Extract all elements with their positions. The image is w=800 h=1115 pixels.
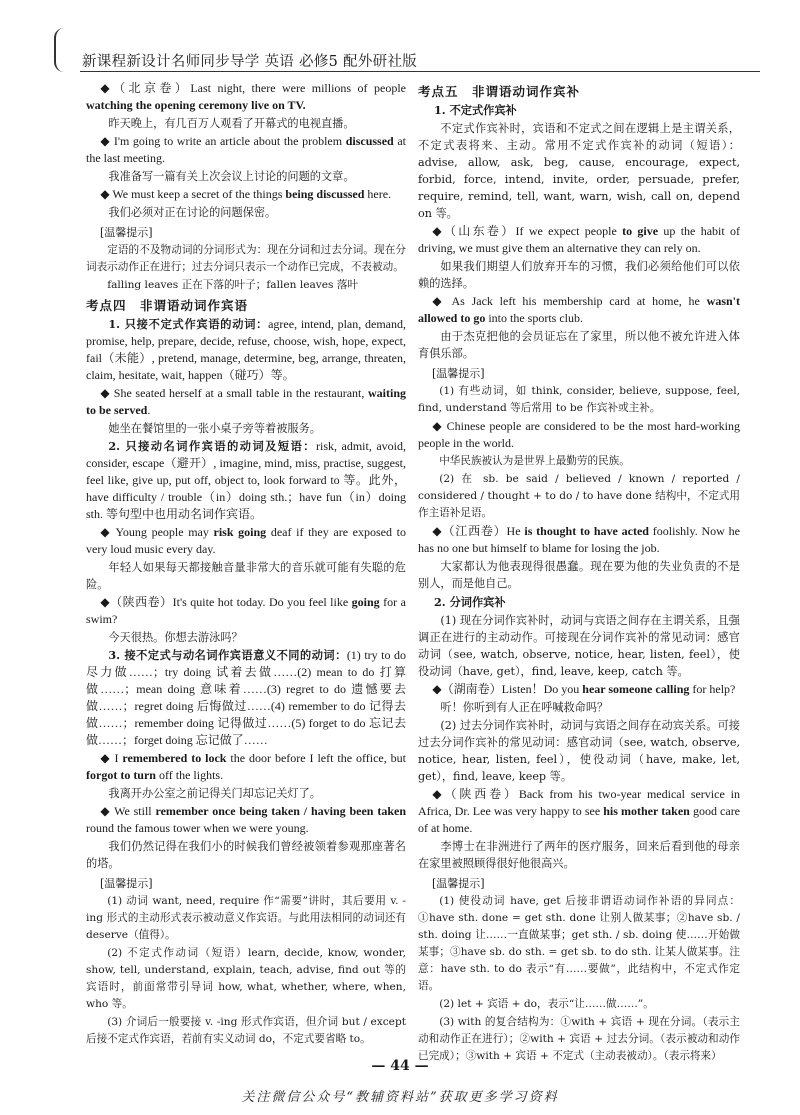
tip-text: falling leaves 正在下落的叶子；fallen leaves 落叶 <box>107 279 359 291</box>
subsection-heading: 2. 分词作宾补 <box>434 595 506 609</box>
header-bracket <box>54 28 68 72</box>
example-sentence: ◆（北京卷）Last night, there were millions of people watching the opening ceremony live on TV. <box>86 81 406 112</box>
tip-label: [温馨提示] <box>100 226 153 239</box>
tip-text: 中华民族被认为是世界上最勤劳的民族。 <box>439 455 630 467</box>
example-translation: 我们必须对正在讨论的问题保密。 <box>108 206 277 219</box>
left-column <box>86 80 406 1049</box>
tip-label: [温馨提示] <box>432 877 485 890</box>
tip-text: (2) 在 sb. be said / believed / known / reported / considered / thought + to do / to have done 结构中，不定式用作主语补足语。 <box>418 473 740 519</box>
example-translation: 由于杰克把他的会员证忘在了家里，所以他不被允许进入体育俱乐部。 <box>418 330 740 360</box>
tip-text: (1) 动词 want, need, require 作“需要”讲时，其后要用 v. -ing 形式的主动形式表示被动意义作宾语。与此用法相同的动词还有 deserve（值得）。 <box>86 895 406 941</box>
example-sentence: ◆（山东卷）If we expect people to give up the habit of driving, we must give them an alternative they can rely on. <box>418 224 741 255</box>
rule-text: 不定式作宾补时，宾语和不定式之间在逻辑上是主谓关系，不定式表将来、主动。常用不定式作宾补的动词（短语）：advise, allow, ask, beg, cause, encourage, expect, forbid, force, intend, invite, order, persuade, prefer, require, remind, tell, want, warn, wish, call on, depend on 等。 <box>418 122 740 220</box>
example-sentence: ◆ We must keep a secret of the things being discussed here. <box>100 187 392 201</box>
example-translation: 如果我们期望人们放弃开车的习惯，我们必须给他们可以依赖的选择。 <box>418 260 740 290</box>
example-sentence: ◆ As Jack left his membership card at home, he wasn't allowed to go into the sports club. <box>418 294 740 325</box>
example-translation: 她坐在餐馆里的一张小桌子旁等着被服务。 <box>108 422 321 435</box>
rule-text: (2) 过去分词作宾补时，动词与宾语之间存在动宾关系。可接过去分词作宾补的常见动词：感官动词（see, watch, observe, notice, hear, listen, feel），使役动词（have, make, let, get），find, leave, keep 等。 <box>418 719 740 783</box>
tip-text: (1) 有些动词，如 think, consider, believe, suppose, feel, find, understand 等后常用 to be 作宾补或主补。 <box>418 385 740 414</box>
tip-label: [温馨提示] <box>432 367 485 380</box>
section-heading: 考点四 非谓语动词作宾语 <box>86 298 249 313</box>
tip-text: (1) 使役动词 have, get 后接非谓语动词作补语的异同点：①have sth. done = get sth. done 让别人做某事；②have sb. / sth. doing 让……一直做某事；get sth. / sb. doing 使……开始做某事；③have sb. do sth. = get sb. to do sth. 让某人做某事。注意：have sth. to do 表示“有……要做”，此结构中，不定式作定语。 <box>418 895 740 992</box>
example-sentence: ◆ We still remember once being taken / having been taken round the famous tower when we were young. <box>86 804 406 835</box>
example-sentence: ◆（江西卷）He is thought to have acted foolishly. Now he has no one but himself to blame for losing the job. <box>418 524 740 555</box>
example-translation: 昨天晚上，有几百万人观看了开幕式的电视直播。 <box>108 117 355 130</box>
example-sentence: ◆（陕西卷）It's quite hot today. Do you feel like going for a swim? <box>86 595 406 626</box>
example-sentence: ◆ Young people may risk going deaf if they are exposed to very loud music every day. <box>86 525 406 556</box>
example-translation: 大家都认为他表现得很愚蠢。现在要为他的失业负责的不是别人，而是他自己。 <box>418 560 740 590</box>
rule-text: 1. 只接不定式作宾语的动词：agree, intend, plan, demand, promise, help, prepare, decide, refuse, choose, wish, hope, expect, fail（未能）, pretend, manage, determine, beg, arrange, threaten, claim, hesitate, wait, happen（碰巧）等。 <box>86 317 406 382</box>
tip-text: (3) with 的复合结构为：①with + 宾语 + 现在分词。（表示主动和动作正在进行）；②with + 宾语 + 过去分词。（表示被动和动作已完成）；③with + 宾语 + 不定式（主动表被动）。（表示将来） <box>418 1016 740 1062</box>
section-heading: 考点五 非谓语动词作宾补 <box>418 84 581 99</box>
example-sentence: ◆ I'm going to write an article about the problem discussed at the last meeting. <box>86 134 406 165</box>
example-sentence: ◆（湖南卷）Listen！Do you hear someone calling for help? <box>432 682 736 696</box>
tip-text: 定语的不及物动词的分词形式为：现在分词和过去分词。现在分词表示动作正在进行；过去分词只表示一个动作已完成，不表被动。 <box>86 244 406 273</box>
tip-text: (2) let + 宾语 + do，表示“让……做……”。 <box>439 998 654 1010</box>
example-translation: 听！你听到有人正在呼喊救命吗？ <box>440 701 609 714</box>
page-number: — 44 — <box>371 1058 429 1074</box>
tip-text: (3) 介词后一般要接 v. -ing 形式作宾语，但介词 but / except 后接不定式作宾语，若前有实义动词 do，不定式要省略 to。 <box>86 1016 406 1045</box>
example-translation: 我们仍然记得在我们小的时候我们曾经被领着参观那座著名的塔。 <box>86 840 406 870</box>
example-translation: 今天很热。你想去游泳吗？ <box>108 631 243 644</box>
tip-text: (2) 不定式作动词（短语）learn, decide, know, wonder, show, tell, understand, explain, teach, advise, find out 等的宾语时，前面常带引导词 how, what, whether, where, when, who 等。 <box>86 947 406 1010</box>
example-translation: 我离开办公室之前记得关门却忘记关灯了。 <box>108 787 321 800</box>
example-translation: 我准备写一篇有关上次会议上讨论的问题的文章。 <box>108 170 355 183</box>
right-column <box>418 80 740 1066</box>
example-sentence: ◆ Chinese people are considered to be the most hard-working people in the world. <box>418 419 740 450</box>
subsection-heading: 1. 不定式作宾补 <box>434 103 517 117</box>
header-rule <box>80 71 760 72</box>
example-sentence: ◆ I remembered to lock the door before I left the office, but forgot to turn off the lights. <box>86 751 406 782</box>
example-translation: 李博士在非洲进行了两年的医疗服务，回来后看到他的母亲在家里被照顾得很好他很高兴。 <box>418 840 740 870</box>
page-header: 新课程新设计名师同步导学 英语 必修5 配外研社版 <box>82 54 418 70</box>
example-sentence: ◆ She seated herself at a small table in the restaurant, waiting to be served. <box>86 386 406 417</box>
rule-text: 2. 只接动名词作宾语的动词及短语：risk, admit, avoid, consider, escape（避开）, imagine, mind, miss, practise, suggest, feel like, give up, put off, object to, look forward to 等。此外，have difficulty / trouble（in）doing sth.；have fun（in）doing sth. 等句型中也用动名词作宾语。 <box>86 439 406 521</box>
tip-label: [温馨提示] <box>100 877 153 890</box>
rule-text: (1) 现在分词作宾补时，动词与宾语之间存在主谓关系，且强调正在进行的主动动作。可接现在分词作宾补的常见动词：感官动词（see, watch, observe, notice, hear, listen, feel），使役动词（have, get），find, leave, keep, catch 等。 <box>418 614 740 678</box>
example-translation: 年轻人如果每天都接触音量非常大的音乐就可能有失聪的危险。 <box>86 561 406 591</box>
footer-note: 关注微信公众号“教辅资料站”获取更多学习资料 <box>241 1090 559 1105</box>
rule-text: 3. 接不定式与动名词作宾语意义不同的动词：(1) try to do 尽力做……；try doing 试着去做……(2) mean to do 打算做……；mean doing 意味着……(3) regret to do 遗憾要去做……；regret doing 后悔做过……(4) remember to do 记得去做……；remember doing 记得做过……(5) forget to do 忘记去做……；forget doing 忘记做了…… <box>86 648 407 747</box>
example-sentence: ◆（陕西卷）Back from his two-year medical service in Africa, Dr. Lee was very happy to see his mother taken good care of at home. <box>418 787 741 835</box>
